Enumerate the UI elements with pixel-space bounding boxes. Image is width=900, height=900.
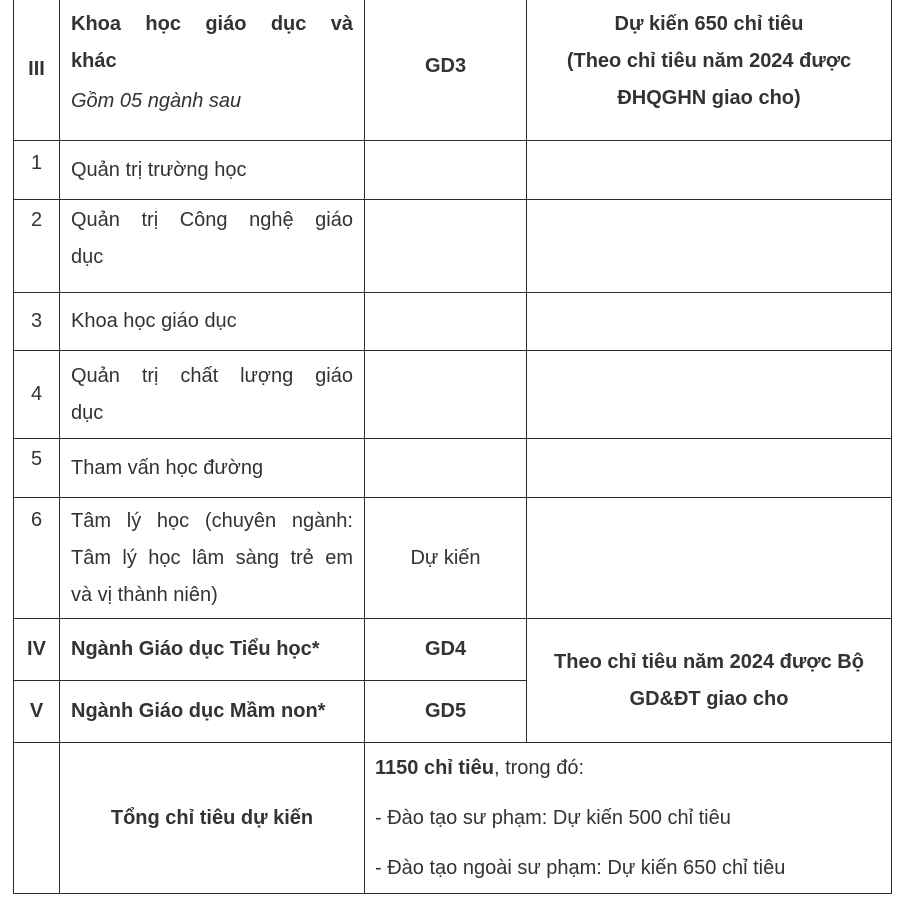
major-name-cell [60, 200, 365, 293]
row-number: 3 [14, 293, 60, 351]
table-row [14, 351, 892, 439]
total-quota-line: - Đào tạo ngoài sư phạm: Dự kiến 650 chỉ tiêu [375, 857, 786, 879]
table-row [14, 200, 892, 293]
major-name-line: Quản trị chất lượng giáo [71, 364, 353, 387]
table-row [14, 141, 892, 200]
table-row [14, 293, 892, 351]
major-name-cell [60, 498, 365, 619]
quota-line: Dự kiến 650 chỉ tiêu [614, 13, 804, 35]
quota-cell [527, 351, 892, 439]
quota-cell [527, 0, 892, 141]
major-name-line: dục [71, 246, 104, 268]
row-number: 4 [14, 351, 60, 439]
quota-cell [527, 293, 892, 351]
program-name: Ngành Giáo dục Tiểu học* [60, 619, 365, 681]
row-number: 1 [14, 141, 60, 200]
quota-cell [527, 200, 892, 293]
row-number [14, 743, 60, 894]
total-label: Tổng chỉ tiêu dự kiến [60, 743, 365, 894]
quota-cell [527, 141, 892, 200]
program-code [365, 351, 527, 439]
program-name: Ngành Giáo dục Mầm non* [60, 681, 365, 743]
program-code: GD5 [365, 681, 527, 743]
row-number: 5 [14, 439, 60, 498]
quota-cell [527, 498, 892, 619]
total-quota-cell [365, 743, 892, 894]
table-row-group-3 [14, 0, 892, 141]
major-name-line: Quản trị Công nghệ giáo [71, 209, 353, 231]
program-code: GD4 [365, 619, 527, 681]
quota-cell [527, 439, 892, 498]
program-code [365, 141, 527, 200]
table-row [14, 439, 892, 498]
total-quota-number: 1150 chỉ tiêu [375, 757, 494, 779]
group-subtitle: Gồm 05 ngành sau [71, 90, 242, 112]
quota-line: (Theo chỉ tiêu năm 2024 được [566, 50, 852, 72]
row-number: IV [14, 619, 60, 681]
program-code [365, 439, 527, 498]
program-code: GD3 [365, 0, 527, 141]
group-title-line: khác [71, 50, 117, 72]
admissions-quota-table [13, 0, 892, 894]
major-name-line: Tâm lý học (chuyên ngành: [71, 509, 353, 532]
row-number: V [14, 681, 60, 743]
quota-line: GD&ĐT giao cho [629, 687, 789, 710]
table-row-total [14, 743, 892, 894]
quota-cell [527, 619, 892, 743]
major-name-cell [60, 351, 365, 439]
table-row-group-4 [14, 619, 892, 681]
quota-line: Theo chỉ tiêu năm 2024 được Bộ [554, 650, 864, 673]
total-quota-line [375, 743, 891, 793]
table-row [14, 498, 892, 619]
major-name-line: dục [71, 401, 104, 424]
row-number: 2 [14, 200, 60, 293]
major-name: Khoa học giáo dục [60, 293, 365, 351]
row-number: III [14, 0, 60, 141]
major-name: Quản trị trường học [60, 141, 365, 200]
major-name-line: và vị thành niên) [71, 583, 218, 606]
program-code [365, 200, 527, 293]
total-quota-line: - Đào tạo sư phạm: Dự kiến 500 chỉ tiêu [375, 807, 731, 829]
major-name: Tham vấn học đường [60, 439, 365, 498]
row-number: 6 [14, 498, 60, 619]
group-title-cell [60, 0, 365, 141]
total-quota-suffix: , trong đó: [493, 757, 585, 779]
major-name-line: Tâm lý học lâm sàng trẻ em [71, 546, 353, 569]
program-code: Dự kiến [365, 498, 527, 619]
group-title-line: Khoa học giáo dục và [71, 13, 353, 35]
program-code [365, 293, 527, 351]
quota-line: ĐHQGHN giao cho) [617, 87, 801, 109]
